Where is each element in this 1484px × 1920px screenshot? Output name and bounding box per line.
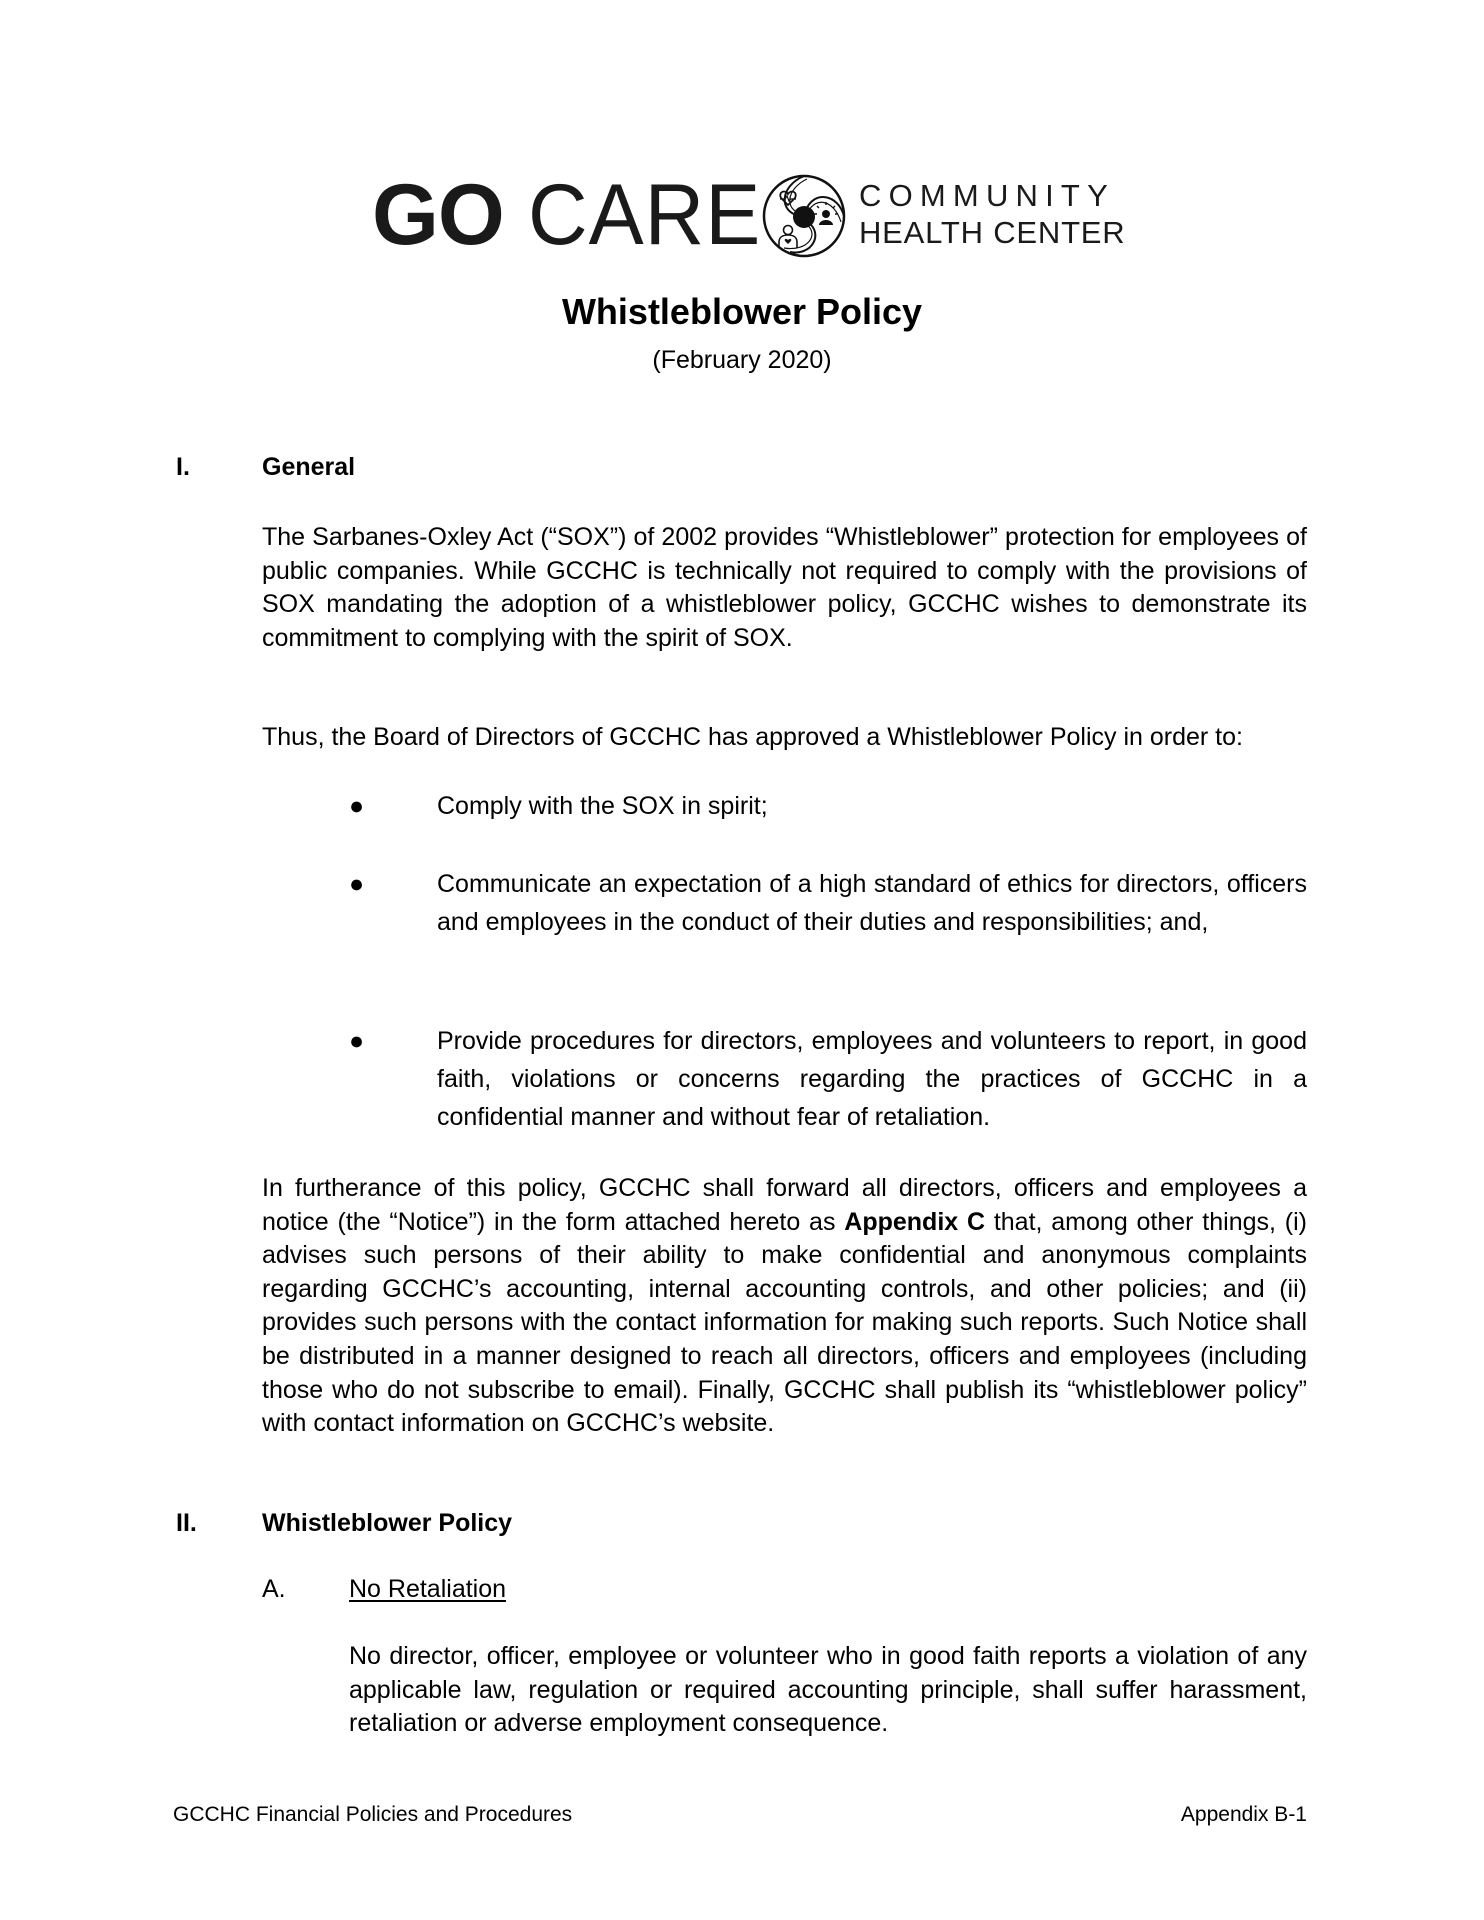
paragraph-board-approval: Thus, the Board of Directors of GCCHC has approved a Whistleblower Policy in order to: (262, 723, 1243, 751)
footer-page-label: Appendix B-1 (1180, 1803, 1307, 1826)
appendix-c-reference: Appendix C (844, 1207, 986, 1236)
paragraph-notice-text: that, among other things, (i) advises such persons of their ability to make confidential and anonymous complaints regarding GCCHC’s accounting, internal accounting controls, and other policies; and (ii) provides such persons with the contact information for making such reports. Such Notice shall be distributed in a manner designed to reach all directors, officers and employees (including those who do not subscribe to email). Finally, GCCHC shall publish its “whistleblower policy” with contact information on GCCHC’s website. (262, 1207, 1307, 1438)
bullet-item: Comply with the SOX in spirit; (437, 792, 768, 820)
footer-document-name: GCCHC Financial Policies and Procedures (173, 1803, 573, 1826)
paragraph-notice (262, 1172, 1307, 1441)
paragraph-notice-text: In furtherance of this policy, GCCHC shall forward all directors, officers and employees a notice (the “Notice”) in the form attached hereto as (262, 1174, 1307, 1236)
bullet-item: Provide procedures for directors, employees and volunteers to report, in good faith, violations or concerns regarding the practices of GCCHC in a confidential manner and without fear of retaliation. (437, 1027, 1307, 1131)
bullet-icon: ● (349, 870, 365, 898)
subsection-heading-no-retaliation: No Retaliation (349, 1575, 507, 1603)
section-number: I. (176, 453, 190, 481)
subsection-letter: A. (262, 1575, 286, 1603)
logo-word-care: CARE (528, 167, 762, 263)
document-date: (February 2020) (652, 346, 832, 374)
community-health-emblem-icon (760, 172, 848, 260)
bullet-item: Communicate an expectation of a high standard of ethics for directors, officers and employees in the conduct of their duties and responsibilities; and, (437, 870, 1307, 936)
document-title: Whistleblower Policy (561, 291, 923, 332)
section-number: II. (176, 1509, 197, 1537)
bullet-icon: ● (349, 792, 365, 820)
logo-community-text: COMMUNITY (859, 178, 1115, 213)
paragraph-no-retaliation: No director, officer, employee or volunteer who in good faith reports a violation of any applicable law, regulation or required accounting principle, shall suffer harassment, retaliation or adverse employment consequence. (349, 1642, 1307, 1738)
paragraph-sox-intro: The Sarbanes-Oxley Act (“SOX”) of 2002 provides “Whistleblower” protection for employees of public companies. While GCCHC is technically not required to comply with the provisions of SOX mandating the adoption of a whistleblower policy, GCCHC wishes to demonstrate its commitment to complying with the spirit of SOX. (262, 523, 1307, 652)
logo-word-go: GO (372, 167, 504, 263)
bullet-icon: ● (349, 1027, 365, 1055)
logo-health-center-text: HEALTH CENTER (859, 215, 1126, 250)
section-heading-whistleblower-policy: Whistleblower Policy (262, 1509, 513, 1537)
section-heading-general: General (262, 453, 356, 481)
